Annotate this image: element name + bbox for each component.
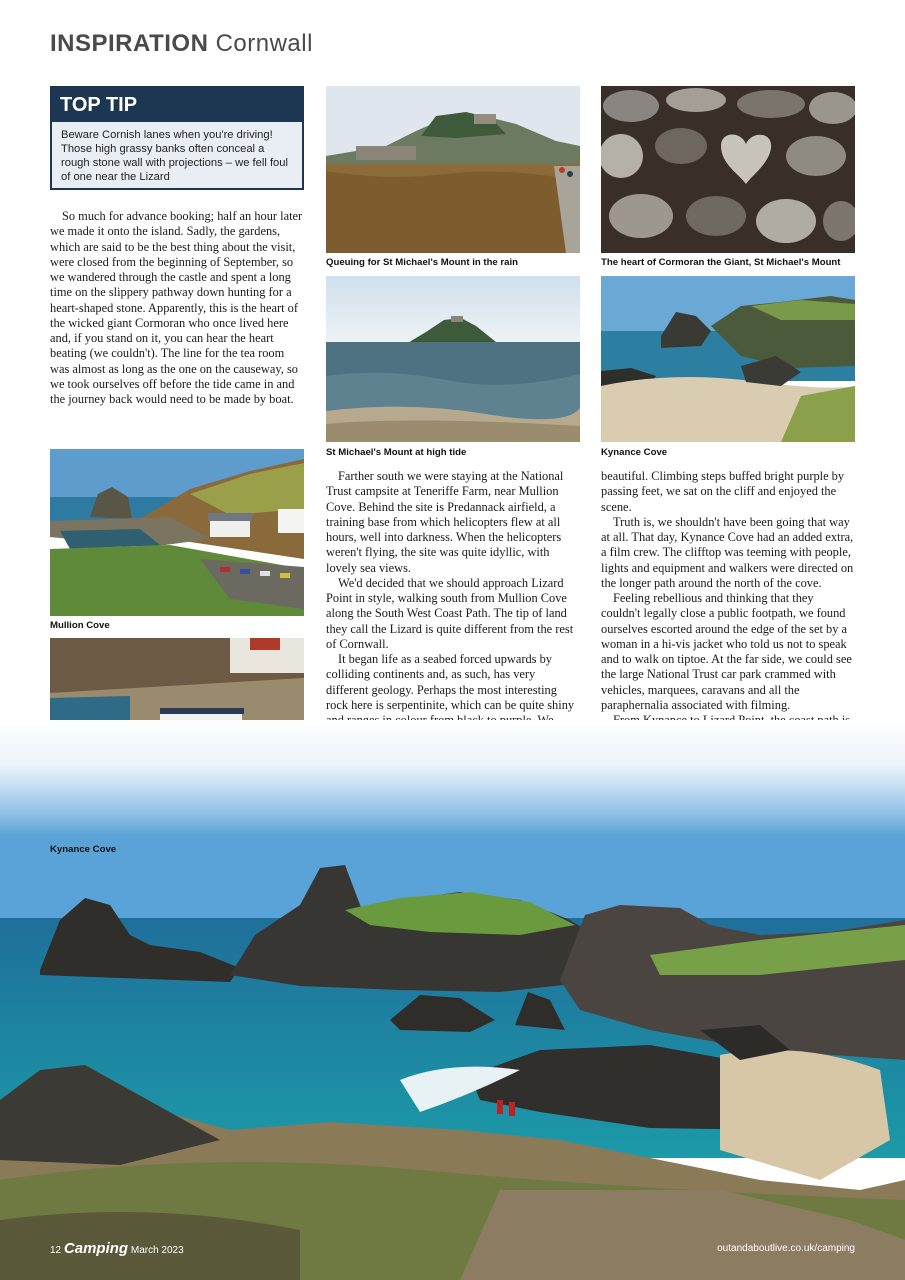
topic-label: Cornwall [215,30,313,57]
caption-kynance-large: Kynance Cove [50,844,117,855]
photo-queue-mount [326,86,580,253]
caption-mullion: Mullion Cove [50,620,110,631]
footer-url: outandaboutlive.co.uk/camping [717,1243,855,1254]
photo-heart-stone-image [601,86,855,253]
paragraph: We'd decided that we should approach Lizard Point in style, walking south from Mullion Cove along the South West Coast Path. The tip of land they call the Lizard is quite different from the rest of Cornwall. [326,575,574,651]
top-tip-text: Beware Cornish lanes when you're driving! Those high grassy banks often conceal a rough stone wall with projections – we fell foul of one near the Lizard [61,129,288,183]
footer-left [50,1240,184,1257]
caption-hightide: St Michael's Mount at high tide [326,447,467,458]
caption-kynance-small: Kynance Cove [601,447,668,458]
photo-kynance-small [601,276,855,442]
top-tip-title: TOP TIP [52,88,302,122]
photo-heart-stone [601,86,855,253]
top-tip-box [50,86,304,190]
issue-date: March 2023 [130,1245,184,1256]
photo-kynance-small-image [601,276,855,442]
paragraph: So much for advance booking; half an hour later we made it onto the island. Sadly, the gardens, which are said to be the best thing about the visit, were closed from the beginning of September, so we wandered through the castle and spent a long time on the slippery pathway down hunting for a heart-shaped stone. Apparently, this is the heart of the wicked giant Cormoran who once lived here and, if you stand on it, you can hear the heart beating (we couldn't). The line for the tea room was almost as long as the one on the causeway, so we took ourselves off before the tide came in and the journey back would need to be made by boat. [50,209,303,406]
photo-queue-mount-image [326,86,580,253]
photo-kynance-large [0,720,905,1280]
paragraph: Truth is, we shouldn't have been going that way at all. That day, Kynance Cove had an added extra, a film crew. The clifftop was teeming with people, lights and equipment and walkers were directed on the longer path around the north of the cove. [601,514,854,590]
paragraph: Farther south we were staying at the National Trust campsite at Teneriffe Farm, near Mullion Cove. Behind the site is Predannack airfield, a training base from which helicopters flew at all hours, well into darkness. When the helicopters weren't flying, the site was quite idyllic, with lovely sea views. [326,469,564,575]
photo-kynance-large-image [0,720,905,1280]
photo-mullion-cove-image [50,449,304,616]
paragraph: It began life as a seabed forced upwards by colliding continents and, as such, has very different geology. Perhaps the most interesting rock here is serpentinite, which can be quite shiny [326,652,575,712]
paragraph: Feeling rebellious and thinking that they couldn't legally close a public footpath, we found ourselves escorted around the edge of the set by a woman in a hi-vis jacket who told us not to speak and to walk on tiptoe. At the far side, we could see the large National Trust car park crammed with vehicles, marquees, caravans and all the paraphernalia associated with filming. [601,591,852,712]
caption-queue: Queuing for St Michael's Mount in the rain [326,257,519,268]
section-label: INSPIRATION [50,30,209,57]
page-header [50,30,313,58]
column-1-text [50,209,304,407]
page-number: 12 [50,1245,62,1256]
photo-mullion-cove [50,449,304,616]
photo-mount-hightide-image [326,276,580,442]
caption-heart: The heart of Cormoran the Giant, St Michael's Mount [601,257,841,268]
magazine-brand: Camping [63,1240,129,1257]
photo-mount-hightide [326,276,580,442]
paragraph: beautiful. Climbing steps buffed bright purple by passing feet, we sat on the cliff and enjoyed the scene. [601,469,845,514]
